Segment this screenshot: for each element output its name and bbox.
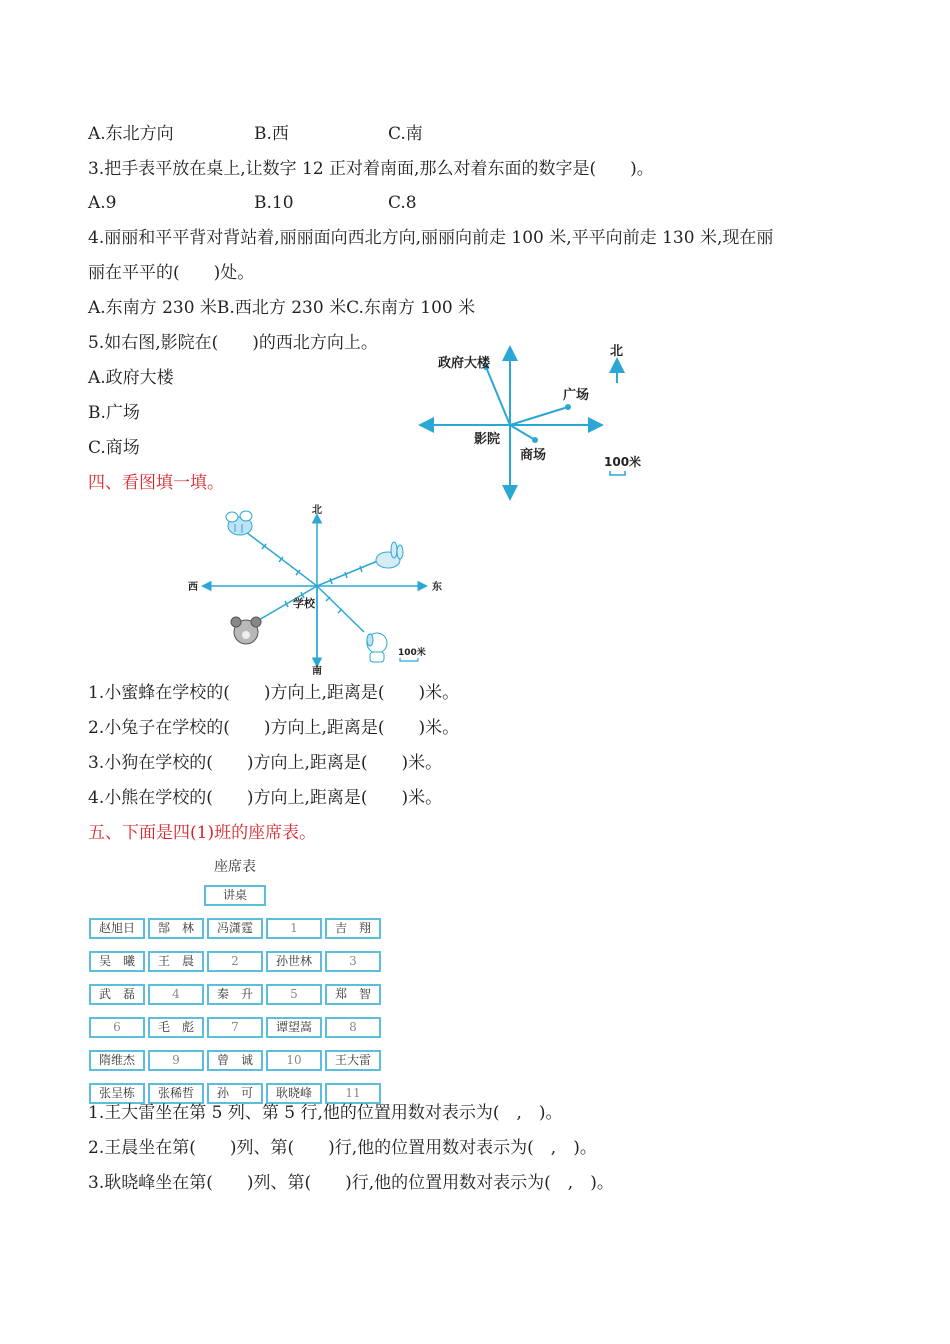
map1-cinema-label: 影院 <box>474 432 501 447</box>
seat-cell: 孙 可 <box>207 1083 263 1104</box>
seat-cell: 吴 曦 <box>89 951 145 972</box>
seat-cell: 冯潇霆 <box>207 918 263 939</box>
q3-option-c: C.8 <box>388 193 417 213</box>
seat-cell: 曾 诚 <box>207 1050 263 1071</box>
seat-cell: 6 <box>89 1017 145 1038</box>
seat-cell: 毛 彪 <box>148 1017 204 1038</box>
dog-icon <box>367 633 387 662</box>
section5-q2: 2.王晨坐在第( )列、第( )行,他的位置用数对表示为( , )。 <box>88 1138 597 1158</box>
map2-north-label: 北 <box>312 505 322 516</box>
q5-option-a: A.政府大楼 <box>88 368 174 388</box>
bear-icon <box>231 617 261 644</box>
q5-option-c: C.商场 <box>88 438 140 458</box>
q2-option-b: B.西 <box>254 124 289 144</box>
direction-map-2 <box>180 500 450 675</box>
seat-cell: 张稀哲 <box>148 1083 204 1104</box>
section5-q3: 3.耿晓峰坐在第( )列、第( )行,他的位置用数对表示为( , )。 <box>88 1173 614 1193</box>
map1-square-label: 广场 <box>563 388 590 403</box>
map1-mall-label: 商场 <box>520 448 547 463</box>
q2-option-c: C.南 <box>388 124 423 144</box>
map1-scale-bar <box>610 471 625 475</box>
map1-line-government <box>486 367 510 425</box>
q4-options: A.东南方 230 米B.西北方 230 米C.东南方 100 米 <box>88 298 476 318</box>
map1-scale-label: 100米 <box>604 455 642 469</box>
map1-line-square <box>510 407 568 425</box>
map1-point-square <box>565 404 571 410</box>
rabbit-icon <box>376 542 403 568</box>
map2-scale-label: 100米 <box>398 648 426 658</box>
map1-north-label: 北 <box>610 344 624 359</box>
section4-q4: 4.小熊在学校的( )方向上,距离是( )米。 <box>88 788 443 808</box>
seat-cell: 1 <box>266 918 322 939</box>
map1-government-label: 政府大楼 <box>438 356 491 371</box>
seat-cell: 张呈栋 <box>89 1083 145 1104</box>
seat-cell: 郑 智 <box>325 984 381 1005</box>
seat-cell: 武 磊 <box>89 984 145 1005</box>
seat-cell: 耿晓峰 <box>266 1083 322 1104</box>
section4-q2: 2.小兔子在学校的( )方向上,距离是( )米。 <box>88 718 460 738</box>
seat-cell: 赵旭日 <box>89 918 145 939</box>
map2-line-rabbit <box>317 560 380 586</box>
q3-text: 3.把手表平放在桌上,让数字 12 正对着南面,那么对着东面的数字是( )。 <box>88 159 654 179</box>
section5-q1: 1.王大雷坐在第 5 列、第 5 行,他的位置用数对表示为( , )。 <box>88 1103 563 1123</box>
q3-option-b: B.10 <box>254 193 294 213</box>
seat-cell: 5 <box>266 984 322 1005</box>
seat-cell: 10 <box>266 1050 322 1071</box>
seat-cell: 秦 升 <box>207 984 263 1005</box>
section4-q1: 1.小蜜蜂在学校的( )方向上,距离是( )米。 <box>88 683 460 703</box>
seat-cell: 3 <box>325 951 381 972</box>
seat-cell: 7 <box>207 1017 263 1038</box>
q3-option-a: A.9 <box>88 193 117 213</box>
seat-cell: 11 <box>325 1083 381 1104</box>
seat-cell: 谭望嵩 <box>266 1017 322 1038</box>
seat-cell: 王大雷 <box>325 1050 381 1071</box>
section5-title: 五、下面是四(1)班的座席表。 <box>88 823 317 843</box>
direction-map-1 <box>410 335 660 505</box>
q2-option-a: A.东北方向 <box>88 124 174 144</box>
seat-cell: 4 <box>148 984 204 1005</box>
map2-school-label: 学校 <box>293 597 315 610</box>
seat-cell: 郜 林 <box>148 918 204 939</box>
q5-option-b: B.广场 <box>88 403 140 423</box>
q5-text: 5.如右图,影院在( )的西北方向上。 <box>88 333 378 353</box>
map2-west-label: 西 <box>188 582 198 593</box>
seat-cell: 隋维杰 <box>89 1050 145 1071</box>
seat-cell: 8 <box>325 1017 381 1038</box>
q4-line2: 丽在平平的( )处。 <box>88 263 255 283</box>
seat-cell: 9 <box>148 1050 204 1071</box>
section4-q3: 3.小狗在学校的( )方向上,距离是( )米。 <box>88 753 443 773</box>
map2-south-label: 南 <box>312 666 322 675</box>
map2-east-label: 东 <box>432 582 442 593</box>
map1-line-mall <box>510 425 535 440</box>
seat-cell: 王 晨 <box>148 951 204 972</box>
map2-scale-bar <box>400 658 418 661</box>
seat-cell: 吉 翔 <box>325 918 381 939</box>
map2-line-dog <box>317 586 364 632</box>
bee-icon <box>226 511 252 535</box>
seat-table-title: 座席表 <box>214 859 256 875</box>
q4-line1: 4.丽丽和平平背对背站着,丽丽面向西北方向,丽丽向前走 100 米,平平向前走 130 米,现在丽 <box>88 228 774 248</box>
section4-title: 四、看图填一填。 <box>88 473 224 493</box>
seat-cell: 孙世林 <box>266 951 322 972</box>
podium-label: 讲桌 <box>204 885 266 906</box>
seat-cell: 2 <box>207 951 263 972</box>
map1-point-mall <box>532 437 538 443</box>
